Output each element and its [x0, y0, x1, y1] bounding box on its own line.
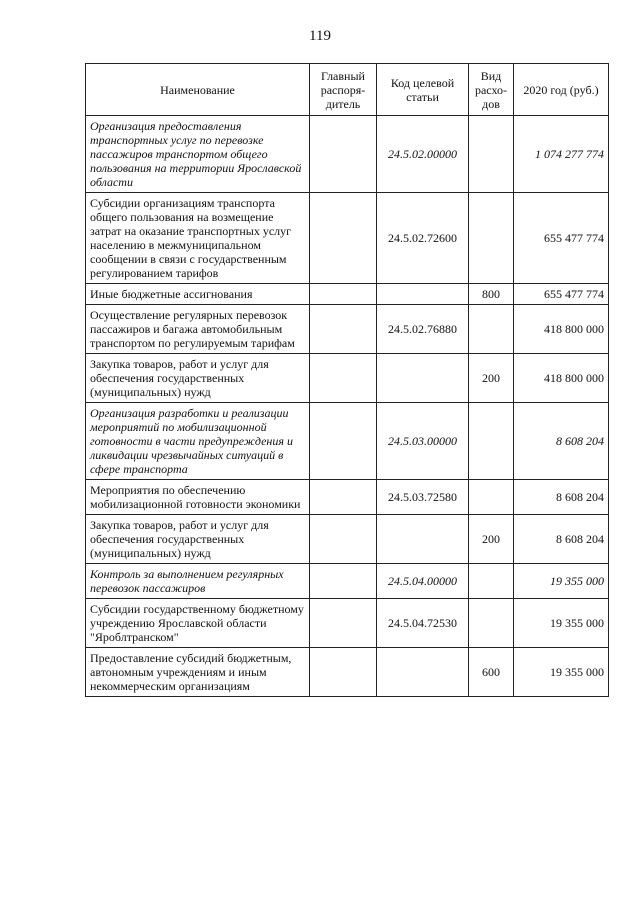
row-amount-cell: 19 355 000 [514, 599, 609, 648]
row-kind-cell [469, 305, 514, 354]
budget-table [85, 63, 609, 697]
row-admin-cell [310, 403, 377, 480]
row-admin-cell [310, 354, 377, 403]
row-code-cell: 24.5.04.72530 [377, 599, 469, 648]
row-code-cell: 24.5.02.76880 [377, 305, 469, 354]
row-amount-cell: 1 074 277 774 [514, 116, 609, 193]
table-body [86, 116, 609, 697]
table-row [86, 564, 609, 599]
row-code-cell [377, 354, 469, 403]
row-amount-cell: 19 355 000 [514, 648, 609, 697]
table-row [86, 515, 609, 564]
row-name-cell: Осуществление регулярных перевозок пассажиров и багажа автомобильным транспортом по регулируемым тарифам [86, 305, 310, 354]
row-amount-cell: 8 608 204 [514, 480, 609, 515]
table-row [86, 284, 609, 305]
row-code-cell: 24.5.04.00000 [377, 564, 469, 599]
header-code: Код целевой статьи [377, 64, 469, 116]
row-admin-cell [310, 116, 377, 193]
row-amount-cell: 418 800 000 [514, 354, 609, 403]
row-admin-cell [310, 564, 377, 599]
row-amount-cell: 19 355 000 [514, 564, 609, 599]
row-code-cell: 24.5.03.72580 [377, 480, 469, 515]
row-admin-cell [310, 305, 377, 354]
row-name-cell: Предоставление субсидий бюджетным, автономным учреждениям и иным некоммерческим организациям [86, 648, 310, 697]
table-row [86, 116, 609, 193]
row-admin-cell [310, 515, 377, 564]
row-admin-cell [310, 599, 377, 648]
row-name-cell: Организация предоставления транспортных услуг по перевозке пассажиров транспортом общего пользования на территории Ярославской области [86, 116, 310, 193]
row-amount-cell: 8 608 204 [514, 403, 609, 480]
row-admin-cell [310, 480, 377, 515]
row-name-cell: Организация разработки и реализации мероприятий по мобилизационной готовности в части предупреждения и ликвидации чрезвычайных ситуаций в сфере транспорта [86, 403, 310, 480]
table-row [86, 305, 609, 354]
header-amount: 2020 год (руб.) [514, 64, 609, 116]
table-header-row [86, 64, 609, 116]
row-code-cell [377, 648, 469, 697]
row-name-cell: Субсидии организациям транспорта общего пользования на возмещение затрат на оказание транспортных услуг населению в межмуниципальном сообщении в связи с государственным регулированием тарифов [86, 193, 310, 284]
row-code-cell: 24.5.03.00000 [377, 403, 469, 480]
page-number: 119 [309, 28, 331, 44]
row-amount-cell: 418 800 000 [514, 305, 609, 354]
row-kind-cell: 200 [469, 515, 514, 564]
row-code-cell [377, 515, 469, 564]
table-row [86, 480, 609, 515]
row-admin-cell [310, 648, 377, 697]
row-name-cell: Субсидии государственному бюджетному учреждению Ярославской области "Яроблтранском" [86, 599, 310, 648]
row-name-cell: Закупка товаров, работ и услуг для обеспечения государственных (муниципальных) нужд [86, 354, 310, 403]
header-kind: Вид расхо- дов [469, 64, 514, 116]
row-name-cell: Мероприятия по обеспечению мобилизационной готовности экономики [86, 480, 310, 515]
row-admin-cell [310, 284, 377, 305]
row-kind-cell [469, 116, 514, 193]
row-kind-cell: 600 [469, 648, 514, 697]
table-row [86, 403, 609, 480]
row-kind-cell [469, 599, 514, 648]
row-code-cell [377, 284, 469, 305]
row-code-cell: 24.5.02.00000 [377, 116, 469, 193]
row-amount-cell: 655 477 774 [514, 193, 609, 284]
header-name: Наименование [86, 64, 310, 116]
table-row [86, 193, 609, 284]
row-amount-cell: 655 477 774 [514, 284, 609, 305]
row-kind-cell: 200 [469, 354, 514, 403]
row-kind-cell [469, 564, 514, 599]
row-kind-cell: 800 [469, 284, 514, 305]
header-admin: Главный распоря- дитель [310, 64, 377, 116]
table-row [86, 648, 609, 697]
row-name-cell: Контроль за выполнением регулярных перевозок пассажиров [86, 564, 310, 599]
table-row [86, 354, 609, 403]
row-kind-cell [469, 193, 514, 284]
row-name-cell: Иные бюджетные ассигнования [86, 284, 310, 305]
row-kind-cell [469, 403, 514, 480]
row-admin-cell [310, 193, 377, 284]
row-amount-cell: 8 608 204 [514, 515, 609, 564]
row-name-cell: Закупка товаров, работ и услуг для обеспечения государственных (муниципальных) нужд [86, 515, 310, 564]
table-row [86, 599, 609, 648]
row-code-cell: 24.5.02.72600 [377, 193, 469, 284]
row-kind-cell [469, 480, 514, 515]
